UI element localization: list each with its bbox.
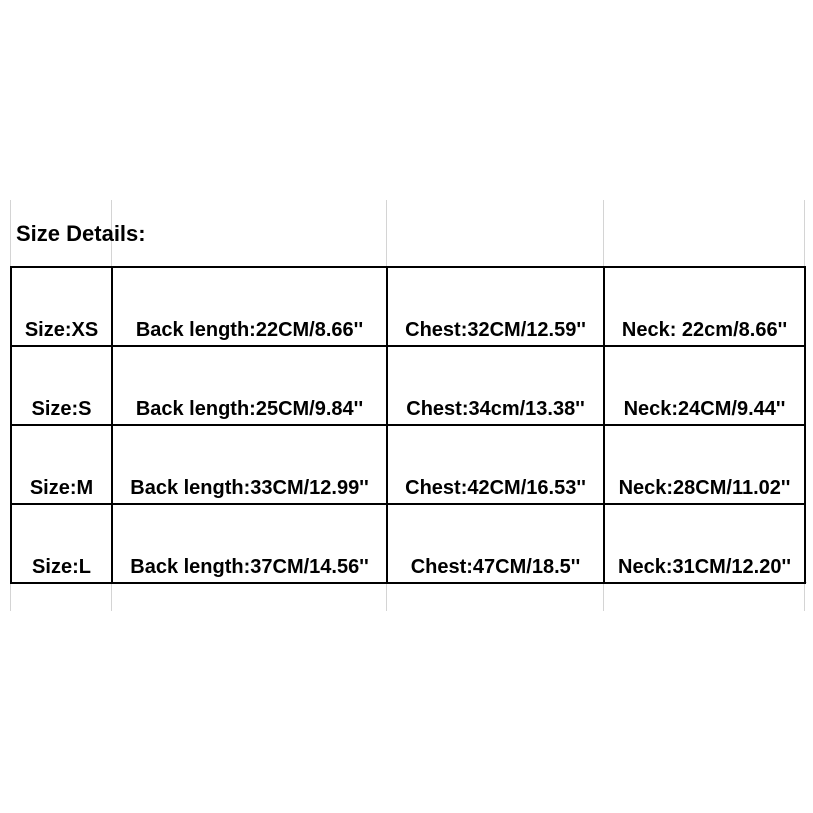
size-table <box>10 266 806 584</box>
neck-cell: Neck:31CM/12.20'' <box>604 504 805 583</box>
chest-cell: Chest:32CM/12.59'' <box>387 267 604 346</box>
table-row <box>11 425 805 504</box>
size-cell: Size:S <box>11 346 112 425</box>
back-length-cell: Back length:22CM/8.66'' <box>112 267 387 346</box>
table-row <box>11 267 805 346</box>
back-length-cell: Back length:33CM/12.99'' <box>112 425 387 504</box>
neck-cell: Neck: 22cm/8.66'' <box>604 267 805 346</box>
chest-cell: Chest:47CM/18.5'' <box>387 504 604 583</box>
back-length-cell: Back length:37CM/14.56'' <box>112 504 387 583</box>
neck-cell: Neck:24CM/9.44'' <box>604 346 805 425</box>
size-cell: Size:L <box>11 504 112 583</box>
size-cell: Size:XS <box>11 267 112 346</box>
page-title: Size Details: <box>16 221 146 246</box>
chest-cell: Chest:42CM/16.53'' <box>387 425 604 504</box>
table-row <box>11 346 805 425</box>
table-row <box>11 504 805 583</box>
back-length-cell: Back length:25CM/9.84'' <box>112 346 387 425</box>
size-cell: Size:M <box>11 425 112 504</box>
neck-cell: Neck:28CM/11.02'' <box>604 425 805 504</box>
chest-cell: Chest:34cm/13.38'' <box>387 346 604 425</box>
